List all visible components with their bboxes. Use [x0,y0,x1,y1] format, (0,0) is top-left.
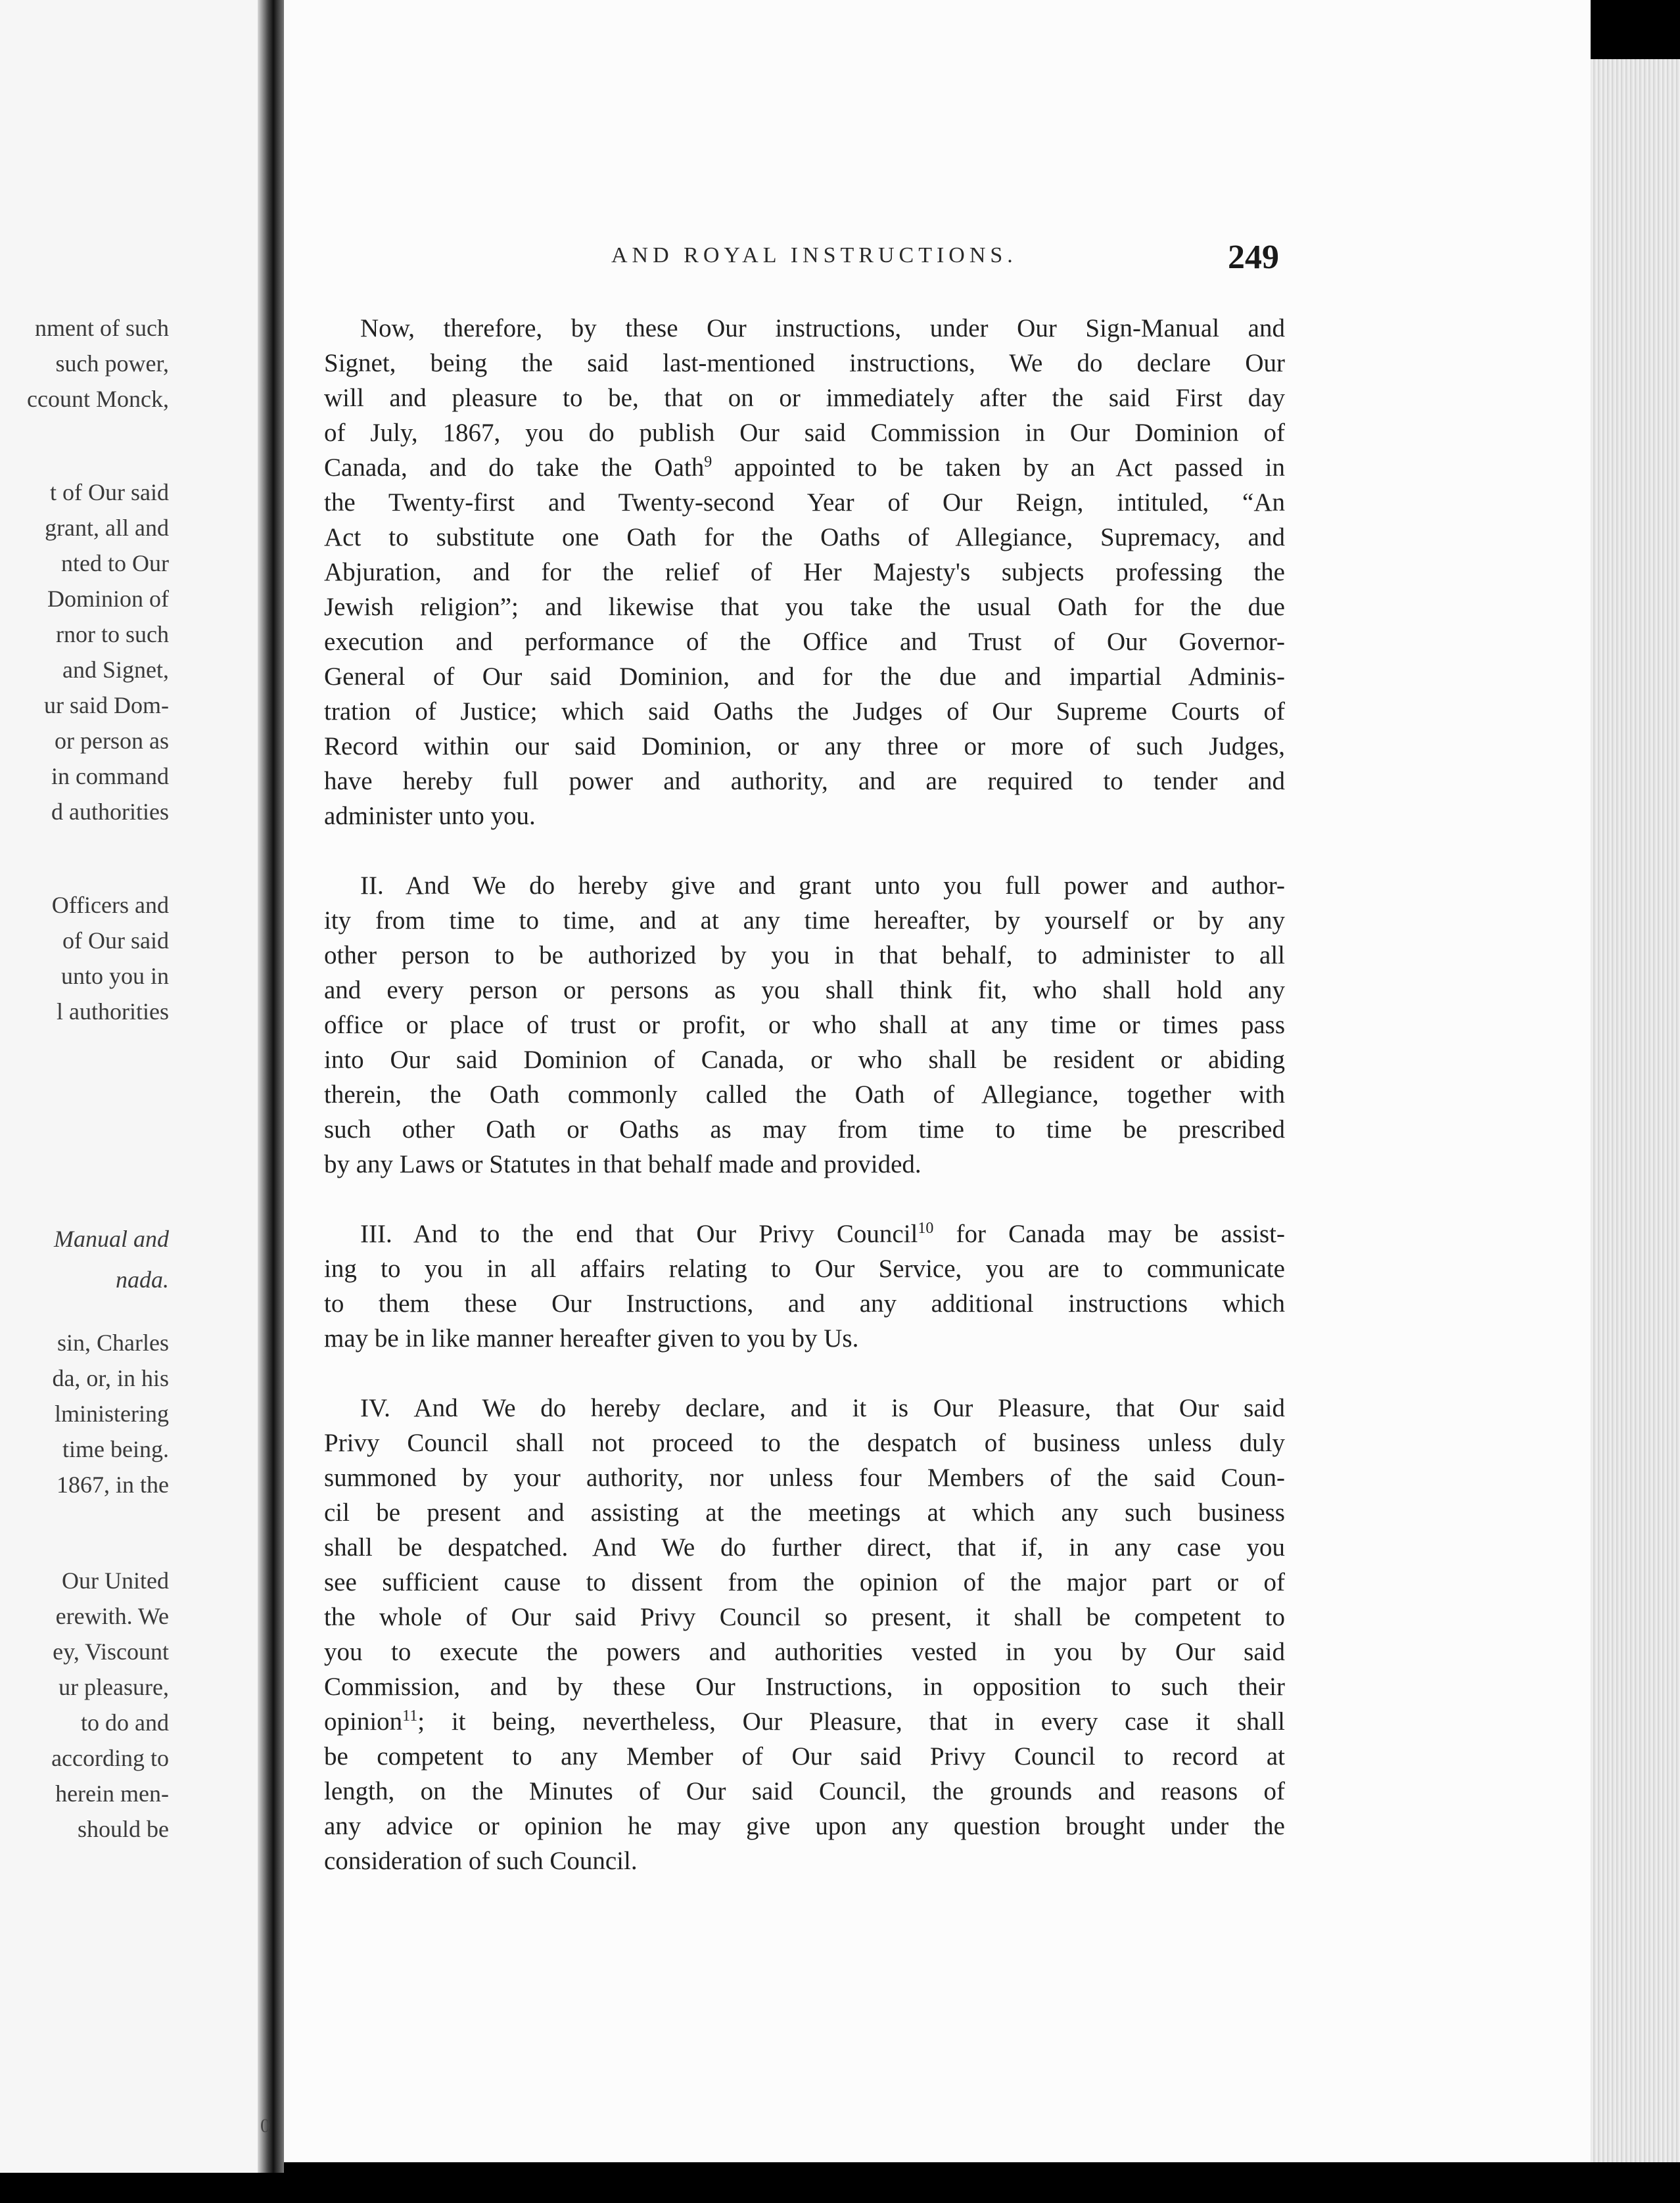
page-number: 249 [1228,239,1279,276]
text-line: II. And We do hereby give and grant unto you full power and author- [360,871,1285,900]
left-page-line: and Signet, [62,657,169,683]
left-page-line: t of Our said [50,479,169,505]
text-line: and every person or persons as you shall think fit, who shall hold any [324,976,1285,1004]
text-line: execution and performance of the Office and Trust of Our Governor- [324,628,1285,656]
left-page-line: rnor to such [56,621,169,647]
text-line: you to execute the powers and authorities vested in you by Our said [324,1638,1285,1666]
text-line [324,1705,1285,1739]
text-line: by any Laws or Statutes in that behalf made and provided. [324,1150,922,1178]
left-page-line: should be [78,1816,169,1842]
text-line: office or place of trust or profit, or who shall at any time or times pass [324,1011,1285,1039]
text-line: into Our said Dominion of Canada, or who shall be resident or abiding [324,1046,1285,1074]
text-line: ity from time to time, and at any time hereafter, by yourself or by any [324,906,1285,935]
left-page-line: in command [51,763,169,789]
left-page-line: nted to Our [61,550,169,576]
left-page-line: 1867, in the [57,1472,169,1498]
left-page-line: nment of such [35,315,169,341]
text-line: Jewish religion”; and likewise that you take the usual Oath for the due [324,593,1285,621]
left-page-line: of Our said [62,927,169,954]
footnote-ref: 11 [402,1707,418,1725]
text-fragment: appointed to be taken by an Act passed in [712,453,1286,482]
text-line: Commission, and by these Our Instructions, in opposition to such their [324,1673,1285,1701]
text-line: length, on the Minutes of Our said Council, the grounds and reasons of [324,1777,1285,1805]
text-line: see sufficient cause to dissent from the opinion of the major part or of [324,1568,1285,1596]
left-page-line: Officers and [51,892,169,918]
left-page-line: time being. [62,1436,169,1462]
text-line: summoned by your authority, nor unless four Members of the said Coun- [324,1464,1285,1492]
text-fragment: Canada, and do take the Oath [324,453,705,482]
footnote-ref: 9 [704,453,712,471]
text-line: IV. And We do hereby declare, and it is Our Pleasure, that Our said [360,1394,1285,1422]
text-line: have hereby full power and authority, and are required to tender and [324,767,1285,795]
running-head: AND ROYAL INSTRUCTIONS. [611,243,1017,267]
bottom-mark: 0 [260,2115,270,2137]
text-line: ing to you in all affairs relating to Our Service, you are to communicate [324,1255,1285,1283]
text-fragment: III. And to the end that Our Privy Council [360,1220,918,1248]
text-line: of July, 1867, you do publish Our said Commission in Our Dominion of [324,419,1285,447]
left-page-line: lministering [55,1401,169,1427]
left-page-line: ur pleasure, [58,1674,169,1700]
left-page-line: d authorities [51,799,169,825]
page-edge-stack [1591,59,1680,2162]
text-line: be competent to any Member of Our said Privy Council to record at [324,1742,1285,1771]
text-line: to them these Our Instructions, and any additional instructions which [324,1289,1285,1318]
left-page-line: herein men- [55,1780,169,1807]
left-page-line: such power, [55,350,169,377]
text-line: tration of Justice; which said Oaths the Judges of Our Supreme Courts of [324,697,1285,726]
text-line: such other Oath or Oaths as may from time to time be prescribed [324,1115,1285,1144]
text-line: Act to substitute one Oath for the Oaths of Allegiance, Supremacy, and [324,523,1285,551]
left-page-line: Our United [62,1567,169,1594]
text-line: Now, therefore, by these Our instructions, under Our Sign-Manual and [360,314,1285,342]
left-page-line: according to [51,1745,169,1771]
text-line [360,1217,1285,1251]
text-fragment: opinion [324,1707,403,1736]
text-line: administer unto you. [324,802,536,830]
left-page-line: to do and [81,1709,169,1736]
text-line: Record within our said Dominion, or any three or more of such Judges, [324,732,1285,760]
left-page-line: nada. [116,1266,169,1293]
book-gutter [258,0,284,2173]
text-line: any advice or opinion he may give upon any question brought under the [324,1812,1285,1840]
left-page-line: erewith. We [55,1603,169,1629]
left-page-line: grant, all and [45,515,169,541]
text-line: will and pleasure to be, that on or immediately after the said First day [324,384,1285,412]
left-page-line: sin, Charles [57,1330,169,1356]
text-line: the Twenty-first and Twenty-second Year of Our Reign, intituled, “An [324,488,1285,517]
text-line: General of Our said Dominion, and for the due and impartial Adminis- [324,662,1285,691]
left-page-line: or person as [55,728,169,754]
text-line: consideration of such Council. [324,1847,638,1875]
text-line: cil be present and assisting at the meetings at which any such business [324,1498,1285,1527]
left-page-line: Manual and [54,1226,169,1252]
text-line: Abjuration, and for the relief of Her Majesty's subjects professing the [324,558,1285,586]
left-page-line: Dominion of [47,586,169,612]
left-facing-page [0,0,258,2173]
left-page-line: unto you in [60,963,169,989]
left-page-line: l authorities [57,998,169,1025]
text-line: therein, the Oath commonly called the Oath of Allegiance, together with [324,1080,1285,1109]
text-line: shall be despatched. And We do further direct, that if, in any case you [324,1533,1285,1562]
text-fragment: for Canada may be assist- [933,1220,1286,1248]
text-line: Signet, being the said last-mentioned instructions, We do declare Our [324,349,1285,377]
left-page-line: ccount Monck, [27,386,169,412]
left-page-line: ur said Dom- [44,692,169,718]
text-line [324,451,1285,485]
text-line: may be in like manner hereafter given to you by Us. [324,1324,859,1353]
text-line: Privy Council shall not proceed to the despatch of business unless duly [324,1429,1285,1457]
footnote-ref: 10 [918,1220,934,1237]
text-line: other person to be authorized by you in that behalf, to administer to all [324,941,1285,969]
left-page-line: ey, Viscount [53,1638,169,1665]
left-page-line: da, or, in his [52,1365,169,1391]
text-fragment: ; it being, nevertheless, Our Pleasure, that in every case it shall [417,1707,1285,1736]
text-line: the whole of Our said Privy Council so present, it shall be competent to [324,1603,1285,1631]
